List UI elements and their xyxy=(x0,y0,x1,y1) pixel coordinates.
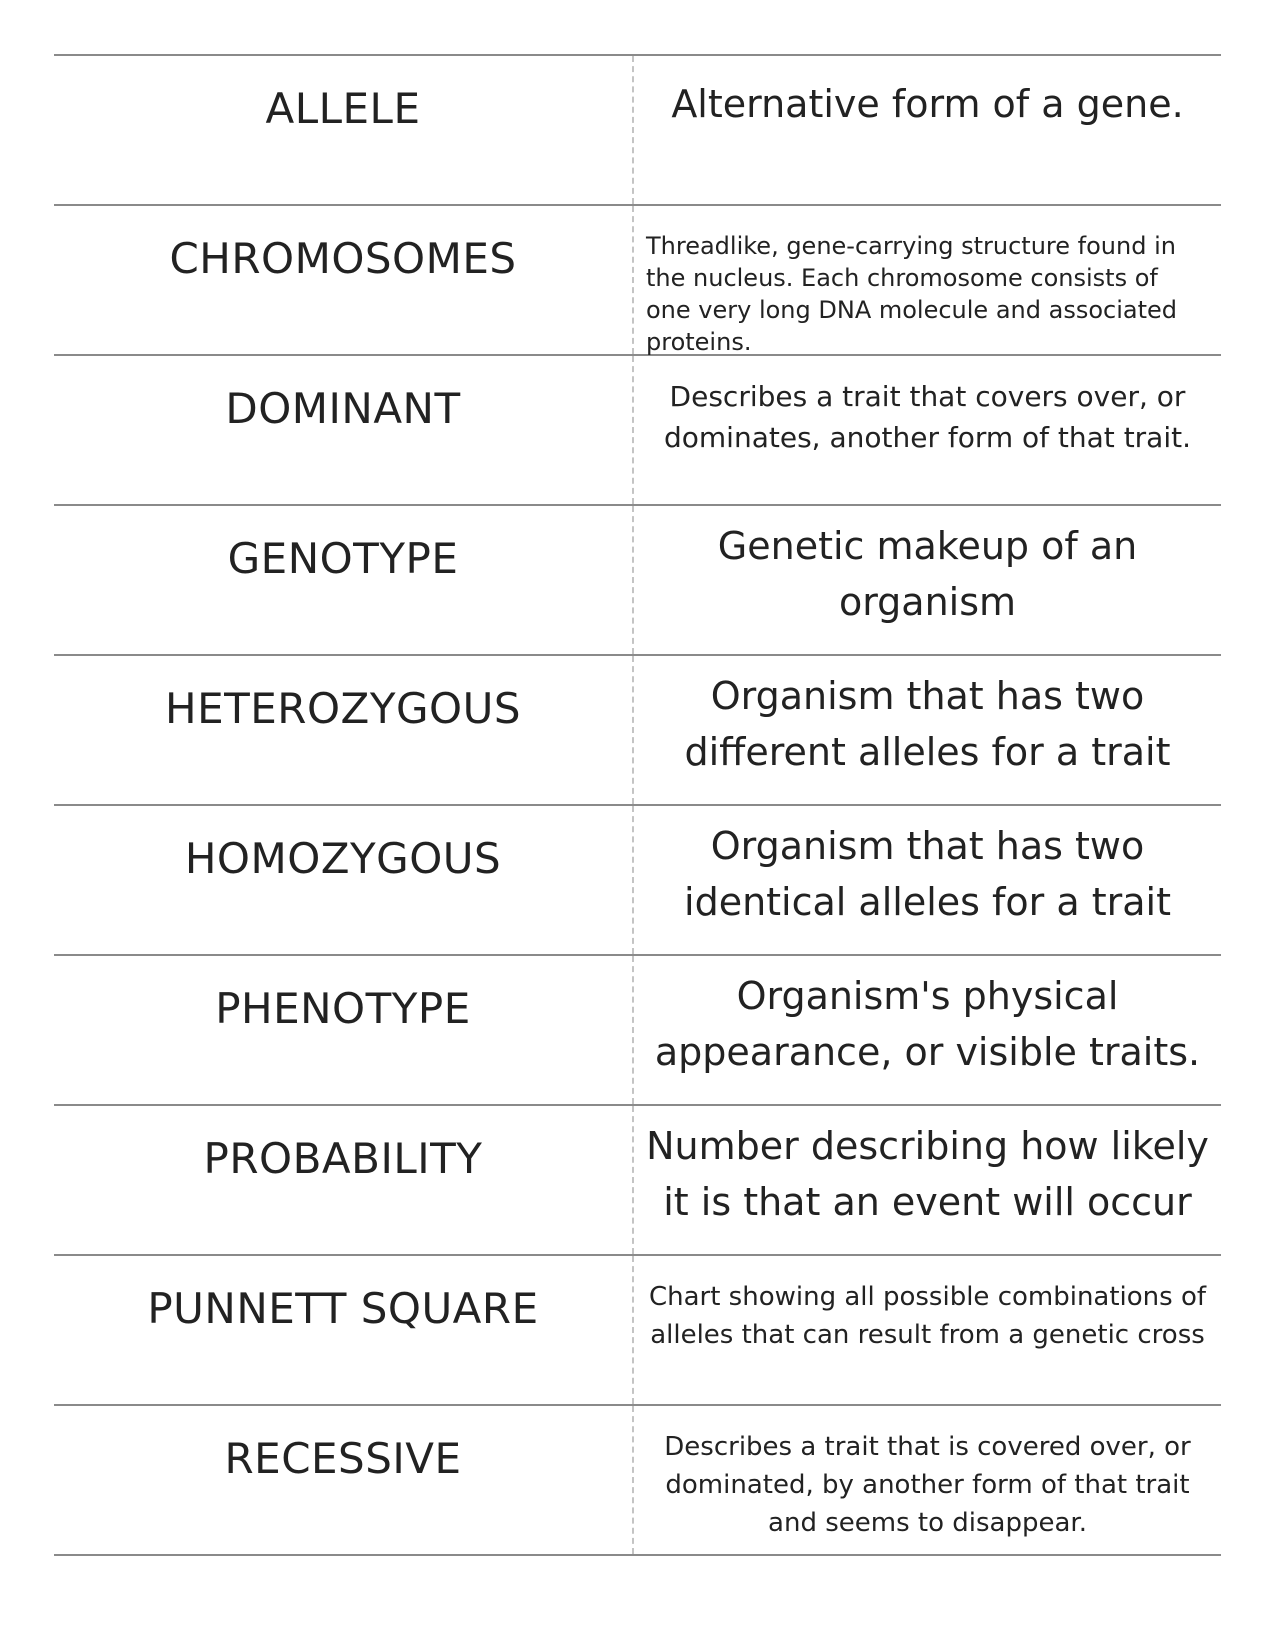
card-row-homozygous xyxy=(54,806,1221,956)
definition-cell xyxy=(634,56,1221,204)
card-row-dominant xyxy=(54,356,1221,506)
definition-cell xyxy=(634,1406,1221,1554)
definition-text: Organism's physical appearance, or visible traits. xyxy=(654,974,1201,1074)
flashcard-sheet xyxy=(54,54,1221,1556)
definition-cell xyxy=(634,356,1221,504)
term-cell: ALLELE xyxy=(54,56,634,204)
card-row-phenotype xyxy=(54,956,1221,1106)
definition-cell xyxy=(634,1256,1221,1404)
definition-cell xyxy=(634,806,1221,954)
term-cell: PUNNETT SQUARE xyxy=(54,1256,634,1404)
definition-cell xyxy=(634,1106,1221,1254)
definition-text: Threadlike, gene-carrying structure found in the nucleus. Each chromosome consists of one very long DNA molecule and associated proteins. xyxy=(646,232,1177,356)
definition-text: Organism that has two identical alleles for a trait xyxy=(684,824,1171,924)
definition-text: Organism that has two different alleles for a trait xyxy=(684,674,1171,774)
term-cell: PROBABILITY xyxy=(54,1106,634,1254)
definition-cell xyxy=(634,956,1221,1104)
card-row-punnett-square xyxy=(54,1256,1221,1406)
definition-text: Describes a trait that is covered over, or dominated, by another form of that trait and seems to disappear. xyxy=(664,1432,1191,1538)
term-cell: GENOTYPE xyxy=(54,506,634,654)
term-cell: HETEROZYGOUS xyxy=(54,656,634,804)
definition-text: Alternative form of a gene. xyxy=(671,82,1184,126)
card-row-genotype xyxy=(54,506,1221,656)
card-row-allele xyxy=(54,56,1221,206)
definition-cell xyxy=(634,206,1221,354)
term-cell: HOMOZYGOUS xyxy=(54,806,634,954)
card-row-recessive xyxy=(54,1406,1221,1556)
card-row-heterozygous xyxy=(54,656,1221,806)
term-cell: DOMINANT xyxy=(54,356,634,504)
term-cell: CHROMOSOMES xyxy=(54,206,634,354)
term-cell: PHENOTYPE xyxy=(54,956,634,1104)
definition-text: Number describing how likely it is that an event will occur xyxy=(646,1124,1209,1224)
definition-cell xyxy=(634,656,1221,804)
card-row-chromosomes xyxy=(54,206,1221,356)
definition-text: Genetic makeup of an organism xyxy=(717,524,1138,624)
term-cell: RECESSIVE xyxy=(54,1406,634,1554)
card-row-probability xyxy=(54,1106,1221,1256)
definition-text: Chart showing all possible combinations of alleles that can result from a genetic cross xyxy=(648,1282,1207,1350)
definition-cell xyxy=(634,506,1221,654)
definition-text: Describes a trait that covers over, or dominates, another form of that trait. xyxy=(664,380,1191,454)
